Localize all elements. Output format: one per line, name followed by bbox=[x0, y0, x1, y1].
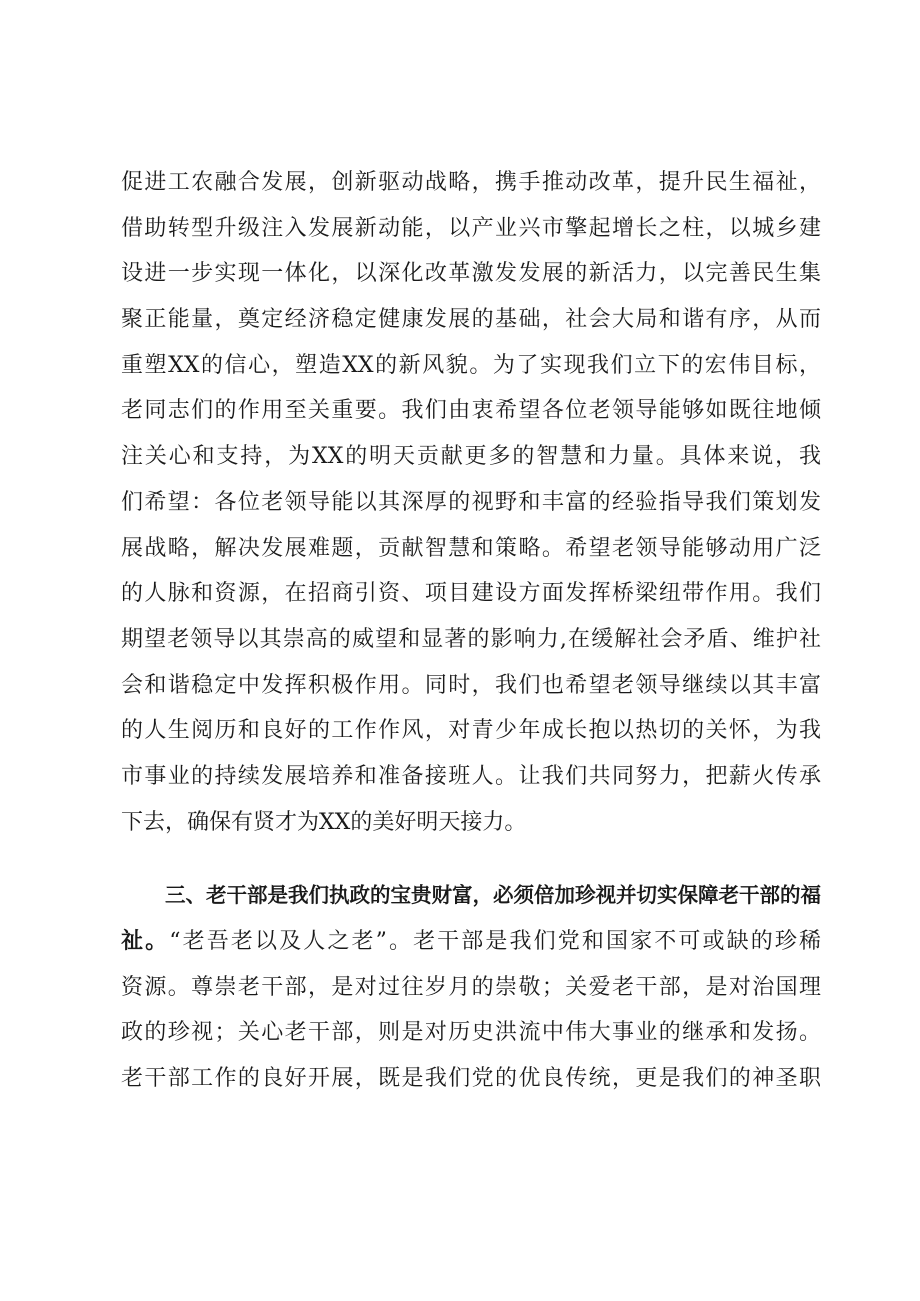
text-line: 重塑XX的信心，塑造XX的新风貌。为了实现我们立下的宏伟目标， bbox=[121, 352, 821, 378]
text-line: 借助转型升级注入发展新动能，以产业兴市擎起增长之柱，以城乡建 bbox=[121, 215, 821, 241]
text-line: 政的珍视；关心老干部，则是对历史洪流中伟大事业的继承和发扬。 bbox=[121, 1020, 821, 1046]
section-heading-line bbox=[121, 873, 821, 919]
text-line: 促进工农融合发展，创新驱动战略，携手推动改革，提升民生福祉， bbox=[121, 170, 821, 195]
paragraph-2 bbox=[121, 873, 821, 1101]
section-heading-end: 祉。 bbox=[121, 929, 170, 954]
text-line: 展战略，解决发展难题，贡献智慧和策略。希望老领导能够动用广泛 bbox=[121, 535, 821, 561]
document-body bbox=[121, 160, 821, 1102]
text-line: 会和谐稳定中发挥积极作用。同时，我们也希望老领导继续以其丰富 bbox=[121, 672, 821, 698]
text-line: 设进一步实现一体化，以深化改革激发发展的新活力，以完善民生集 bbox=[121, 261, 821, 287]
text-line: 资源。尊崇老干部，是对过往岁月的崇敬；关爱老干部，是对治国理 bbox=[121, 974, 821, 1000]
text-line: 老干部工作的良好开展，既是我们党的优良传统，更是我们的神圣职 bbox=[121, 1066, 821, 1092]
text-line: 期望老领导以其崇高的威望和显著的影响力,在缓解社会矛盾、维护社 bbox=[121, 626, 821, 652]
text-line: 聚正能量，奠定经济稳定健康发展的基础，社会大局和谐有序，从而 bbox=[121, 307, 821, 333]
text-line bbox=[121, 919, 821, 965]
text-line: 的人脉和资源，在招商引资、项目建设方面发挥桥梁纽带作用。我们 bbox=[121, 581, 821, 607]
text-line: 注关心和支持，为XX的明天贡献更多的智慧和力量。具体来说，我 bbox=[121, 444, 821, 470]
text-line: 的人生阅历和良好的工作作风，对青少年成长抱以热切的关怀，为我 bbox=[121, 718, 821, 744]
text-line: 市事业的持续发展培养和准备接班人。让我们共同努力，把薪火传承 bbox=[121, 763, 821, 789]
paragraph-gap bbox=[121, 845, 821, 873]
paragraph-1 bbox=[121, 160, 821, 845]
text-line: 下去，确保有贤才为XX的美好明天接力。 bbox=[121, 809, 527, 835]
text-line: 们希望：各位老领导能以其深厚的视野和丰富的经验指导我们策划发 bbox=[121, 489, 821, 515]
section-heading: 三、老干部是我们执政的宝贵财富，必须倍加珍视并切实保障老干部的福 bbox=[165, 883, 821, 908]
text-line: 老同志们的作用至关重要。我们由衷希望各位老领导能够如既往地倾 bbox=[121, 398, 821, 424]
text-span: “老吾老以及人之老”。老干部是我们党和国家不可或缺的珍稀 bbox=[169, 929, 821, 954]
